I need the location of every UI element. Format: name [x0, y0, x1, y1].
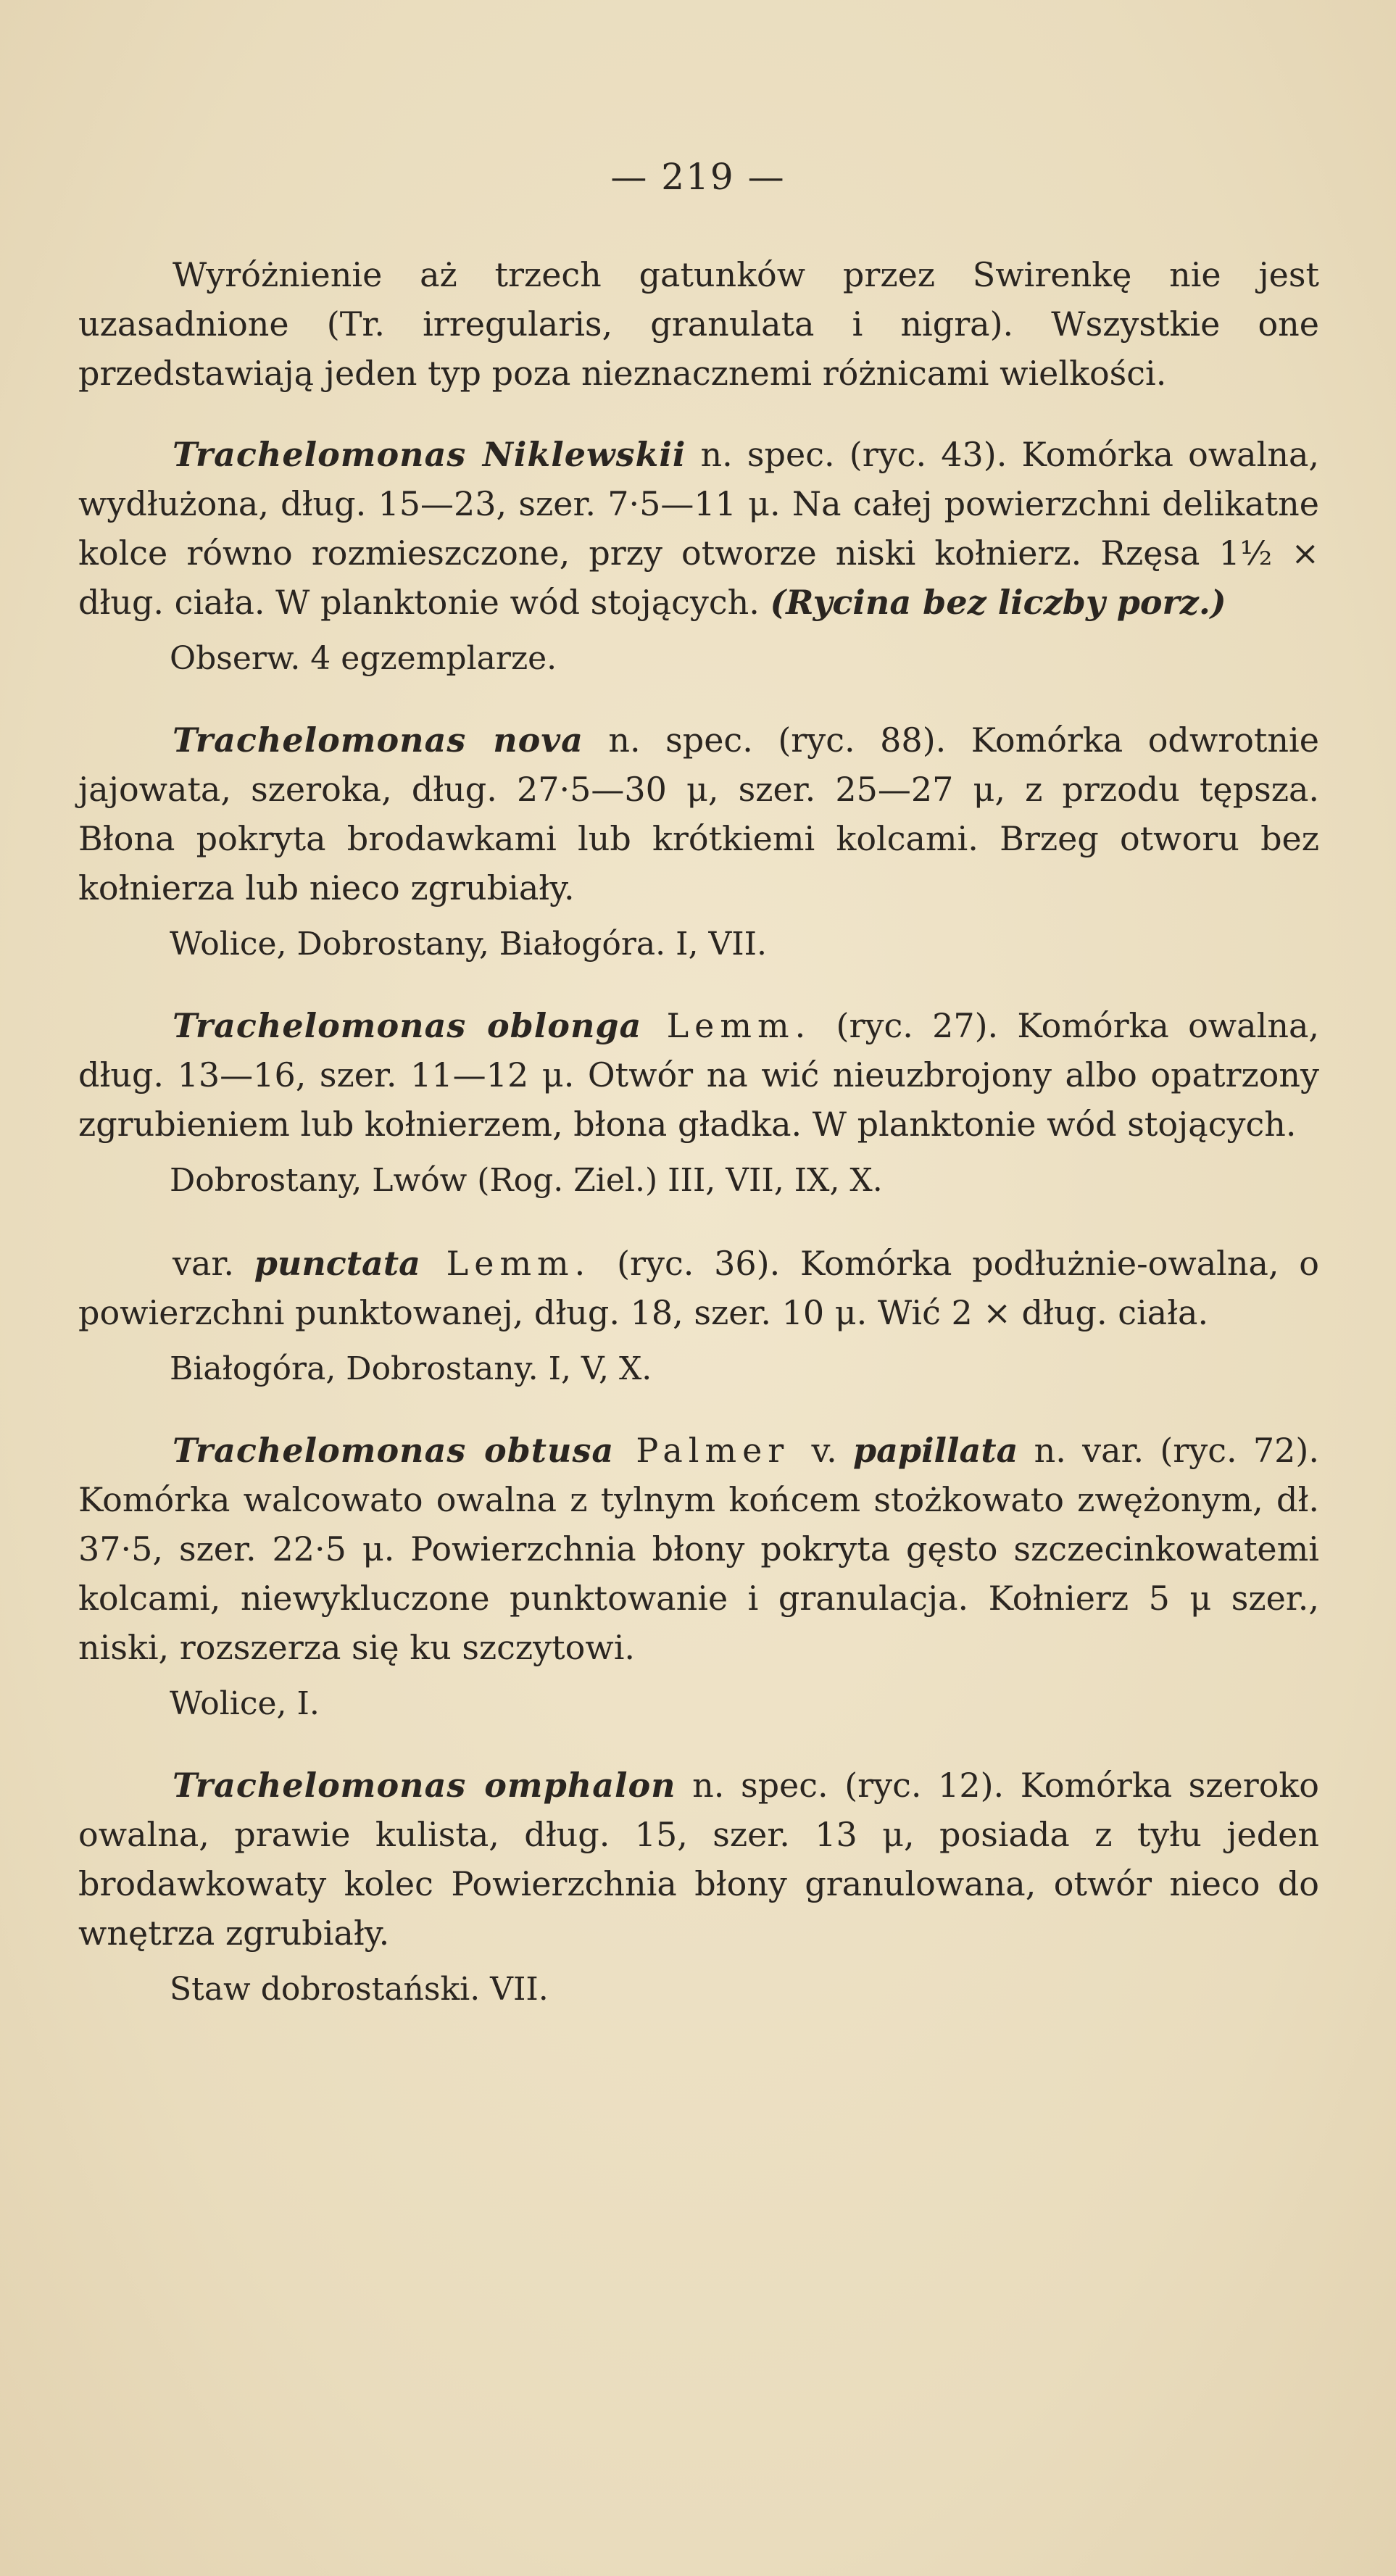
taxon-author: Palmer	[614, 1431, 812, 1470]
variety-author: Lemm.	[420, 1244, 618, 1283]
taxon-name: Trachelomonas obtusa	[173, 1431, 615, 1470]
entry-description: n. var. (ryc. 72). Komórka walcowato owalna z tylnym końcem stożkowato zwężonym, dł. 37·5, szer. 22·5 μ. Powierzchnia błony pokryta gęsto szczecinkowatemi kolcami, niewykluczone punktowanie i granulacja. Kołnierz 5 μ szer., niski, rozszerza się ku szczytowi.	[78, 1431, 1319, 1667]
intro-paragraph: Wyróżnienie aż trzech gatunków przez Swirenkę nie jest uzasadnione (Tr. irregularis, granulata i nigra). Wszystkie one przedstawiają jeden typ poza nieznacznemi różnicami wielkości.	[78, 255, 1319, 393]
variety-marker: v.	[811, 1431, 853, 1470]
entry-description: n. spec. (ryc. 43). Komórka owalna, wydłużona, dług. 15—23, szer. 7·5—11 μ. Na całej powierzchni delikatne kolce równo rozmieszczone, przy otworze niski kołnierz. Rzęsa 1½ × dług. ciała. W planktonie wód stojących.	[78, 435, 1319, 622]
variety-name: papillata	[852, 1431, 1018, 1470]
page-number: — 219 —	[610, 156, 786, 198]
entry-text	[78, 1761, 1319, 1958]
taxon-name: Trachelomonas Niklewskii	[173, 435, 686, 474]
entry-locality: Staw dobrostański. VII.	[170, 1971, 549, 2008]
entry-description: n. spec. (ryc. 88). Komórka odwrotnie jajowata, szeroka, dług. 27·5—30 μ, szer. 25—27 μ, z przodu tępsza. Błona pokryta brodawkami lub krótkiemi kolcami. Brzeg otworu bez kołnierza lub nieco zgrubiały.	[78, 720, 1319, 907]
entry-text	[78, 1001, 1319, 1149]
entry-text	[78, 1426, 1319, 1672]
taxon-author: Lemm.	[641, 1006, 836, 1045]
entry-description: n. spec. (ryc. 12). Komórka szeroko owalna, prawie kulista, dług. 15, szer. 13 μ, posiada z tyłu jeden brodawkowaty kolec Powierzchnia błony granulowana, otwór nieco do wnętrza zgrubiały.	[78, 1766, 1320, 1953]
variety-text	[78, 1239, 1319, 1337]
entry-locality: Obserw. 4 egzemplarze.	[170, 640, 557, 677]
variety-locality: Białogóra, Dobrostany. I, V, X.	[170, 1350, 652, 1387]
entry-locality: Wolice, Dobrostany, Białogóra. I, VII.	[170, 926, 767, 963]
entry-locality: Dobrostany, Lwów (Rog. Ziel.) III, VII, IX, X.	[170, 1162, 883, 1199]
taxon-name: Trachelomonas nova	[173, 720, 583, 760]
variety-prefix: var.	[173, 1244, 254, 1283]
entry-text	[78, 430, 1319, 627]
species-entry	[78, 1761, 1319, 2014]
taxon-name: Trachelomonas omphalon	[173, 1766, 676, 1805]
entry-description: (ryc. 27). Komórka owalna, dług. 13—16, szer. 11—12 μ. Otwór na wić nieuzbrojony albo opatrzony zgrubieniem lub kołnierzem, błona gładka. W planktonie wód stojących.	[78, 1006, 1319, 1144]
entry-locality: Wolice, I.	[170, 1685, 320, 1722]
species-entry	[78, 1426, 1319, 1729]
species-entry	[78, 715, 1319, 969]
taxon-name: Trachelomonas oblonga	[173, 1006, 642, 1045]
variety-entry	[78, 1239, 1319, 1394]
page-body	[78, 250, 1319, 2014]
entry-note: (Rycina bez liczby porz.)	[770, 583, 1226, 622]
entry-text	[78, 715, 1319, 913]
variety-name: punctata	[254, 1244, 420, 1283]
variety-description: (ryc. 36). Komórka podłużnie-owalna, o powierzchni punktowanej, dług. 18, szer. 10 μ. Wić 2 × dług. ciała.	[78, 1244, 1319, 1332]
species-entry	[78, 1001, 1319, 1205]
species-entry	[78, 430, 1319, 684]
